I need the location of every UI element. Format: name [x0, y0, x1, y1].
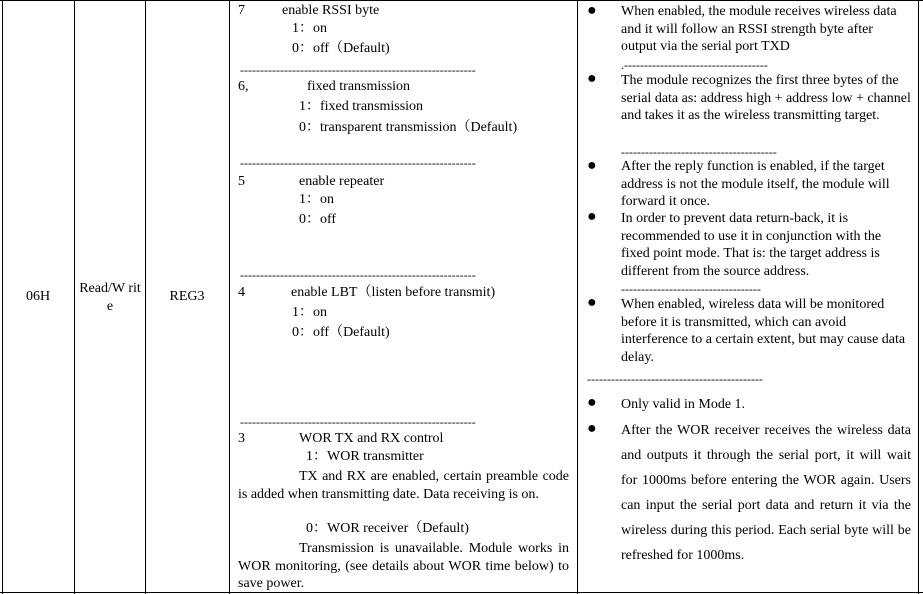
note-repeater: After the reply function is enabled, if the target address is not the module itself, the module will forward it once. — [621, 159, 890, 209]
note-separator: --------------------------------------- — [621, 145, 777, 159]
bit4-option-0: 0：off（Default) — [292, 325, 390, 340]
note-separator: .------------------------------------ — [621, 58, 768, 72]
bullet-icon: ● — [587, 394, 597, 411]
bit7-title: enable RSSI byte — [282, 3, 380, 18]
bit6-number: 6, — [238, 79, 249, 94]
separator: ----------------------------------------------------------- — [240, 268, 476, 282]
note-lbt: When enabled, wireless data will be monitored before it is transmitted, which can avoid interference to a certain extent, but may cause data delay. — [621, 297, 906, 365]
bit6-option-0: 0：transparent transmission（Default) — [299, 120, 518, 135]
bullet-icon: ● — [587, 420, 597, 437]
bit7-option-0: 0：off（Default) — [292, 41, 390, 56]
table-border-right — [918, 0, 919, 594]
bit3-option-0: 0：WOR receiver（Default) — [306, 521, 469, 536]
bullet-icon: ● — [587, 70, 597, 87]
column-divider-4 — [577, 0, 578, 594]
bit6-title: fixed transmission — [307, 79, 411, 94]
access-cell: Read/W rite — [79, 281, 141, 314]
separator: ----------------------------------------------------------- — [240, 415, 476, 429]
bit3-option-1-description: TX and RX are enabled, certain preamble code is added when transmitting date. Data receiving is on. — [238, 469, 569, 502]
bit5-option-0: 0：off — [299, 212, 337, 227]
bit5-title: enable repeater — [299, 174, 385, 189]
bit4-number: 4 — [238, 285, 245, 300]
bit3-option-1: 1：WOR transmitter — [306, 449, 424, 464]
note-return-back: In order to prevent data return-back, it is recommended to use it in conjunction with the fixed point mode. That is: the target address is different from the source address. — [621, 211, 882, 279]
address-cell: 06H — [25, 289, 51, 304]
bit6-option-1: 1：fixed transmission — [299, 99, 424, 114]
bit4-option-1: 1：on — [292, 305, 327, 320]
note-separator: -------------------------------------------- — [587, 372, 763, 386]
bit3-option-0-description: Transmission is unavailable. Module works in WOR monitoring, (see details about WOR time below) to save power. — [238, 541, 569, 591]
note-wor-receiver: After the WOR receiver receives the wireless data and outputs it through the serial port, it will wait for 1000ms before entering the WOR again. Users can input the serial port data and return it via the wireless during this period. Each serial byte will be refreshed for 1000ms. — [621, 423, 911, 563]
bullet-icon: ● — [587, 208, 597, 225]
bit7-number: 7 — [238, 3, 245, 18]
bit5-number: 5 — [238, 174, 245, 189]
bullet-icon: ● — [587, 294, 597, 311]
bullet-icon: ● — [587, 157, 597, 174]
bit7-option-1: 1：on — [292, 21, 327, 36]
separator: ----------------------------------------------------------- — [240, 63, 476, 77]
register-name-cell: REG3 — [169, 289, 205, 304]
column-divider-3 — [229, 0, 230, 594]
note-rssi: When enabled, the module receives wireless data and it will follow an RSSI strength byte after output via the serial port TXD — [621, 4, 897, 54]
note-fixed-transmission: The module recognizes the first three bytes of the serial data as: address high + address low + channel and takes it as the wireless transmitting target. — [621, 73, 911, 123]
note-separator: ----------------------------------- — [621, 282, 761, 296]
bit3-title: WOR TX and RX control — [299, 431, 444, 446]
separator: ----------------------------------------------------------- — [240, 156, 476, 170]
table-border-top — [0, 0, 923, 1]
bullet-icon: ● — [587, 2, 597, 19]
bit5-option-1: 1：on — [299, 192, 334, 207]
bit3-number: 3 — [238, 431, 245, 446]
column-divider-1 — [74, 0, 75, 594]
bit4-title: enable LBT（listen before transmit) — [291, 285, 496, 300]
note-mode1: Only valid in Mode 1. — [621, 397, 746, 412]
